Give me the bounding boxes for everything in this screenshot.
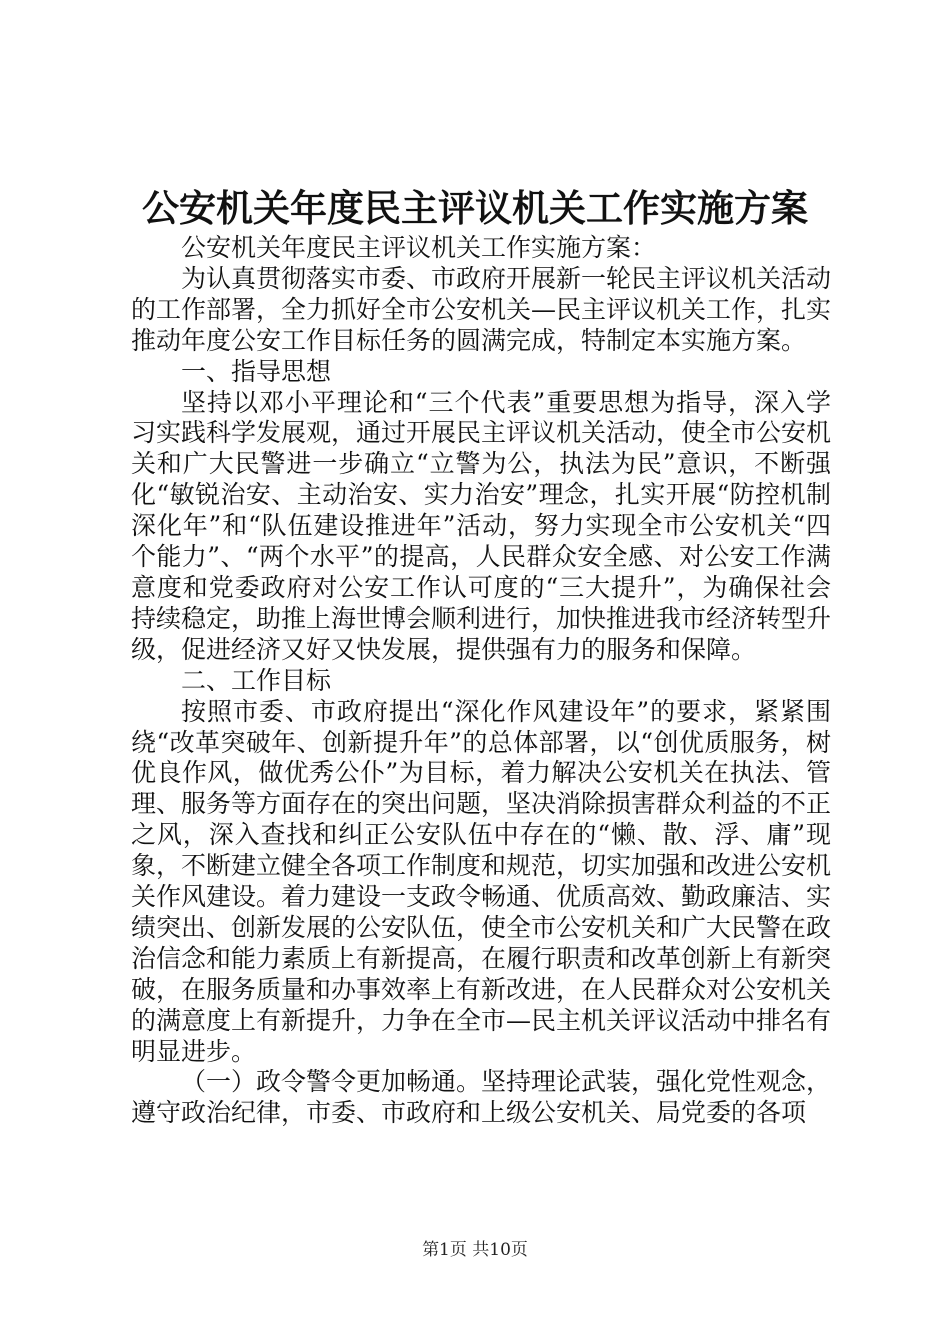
paragraph-subsection-1: （一）政令警令更加畅通。坚持理论武装，强化党性观念，遵守政治纪律，市委、市政府和上级公安机关、局党委的各项 [131,1067,832,1128]
document-title: 公安机关年度民主评议机关工作实施方案 [142,186,808,230]
document-body [131,233,831,1129]
paragraph-guiding-ideology: 坚持以邓小平理论和“三个代表”重要思想为指导，深入学习实践科学发展观，通过开展民主评议机关活动，使全市公安机关和广大民警进一步确立“立警为公，执法为民”意识，不断强化“敏锐治安、主动治安、实力治安”理念，扎实开展“防控机制深化年”和“队伍建设推进年”活动，努力实现全市公安机关“四个能力”、“两个水平”的提高，人民群众安全感、对公安工作满意度和党委政府对公安工作认可度的“三大提升”，为确保社会持续稳定，助推上海世博会顺利进行，加快推进我市经济转型升级，促进经济又好又快发展，提供强有力的服务和保障。 [131,387,832,664]
section-heading-work-goals: 二、工作目标 [181,665,332,695]
section-heading-guiding-ideology: 一、指导思想 [181,356,332,386]
paragraph-work-goals: 按照市委、市政府提出“深化作风建设年”的要求，紧紧围绕“改革突破年、创新提升年”的总体部署，以“创优质服务，树优良作风，做优秀公仆”为目标，着力解决公安机关在执法、管理、服务等方面存在的突出问题，坚决消除损害群众利益的不正之风，深入查找和纠正公安队伍中存在的“懒、散、浮、庸”现象，不断建立健全各项工作制度和规范，切实加强和改进公安机关作风建设。着力建设一支政令畅通、优质高效、勤政廉洁、实绩突出、创新发展的公安队伍，使全市公安机关和广大民警在政治信念和能力素质上有新提高，在履行职责和改革创新上有新突破，在服务质量和办事效率上有新改进，在人民群众对公安机关的满意度上有新提升，力争在全市—民主机关评议活动中排名有明显进步。 [131,696,832,1066]
paragraph-purpose: 为认真贯彻落实市委、市政府开展新一轮民主评议机关活动的工作部署，全力抓好全市公安机关—民主评议机关工作，扎实推动年度公安工作目标任务的圆满完成，特制定本实施方案。 [131,263,832,355]
page-number-footer: 第1页 共10页 [422,1240,528,1260]
paragraph-intro-heading: 公安机关年度民主评议机关工作实施方案： [181,233,657,262]
